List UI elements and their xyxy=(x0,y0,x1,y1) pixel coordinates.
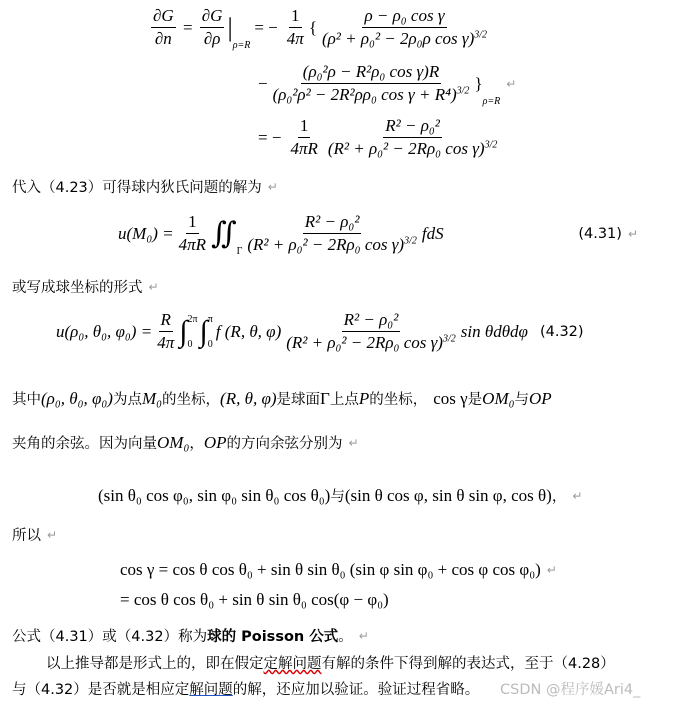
lhs: u(M₀) = xyxy=(118,223,174,243)
paragraph-mark-icon: ↵ xyxy=(348,435,359,450)
text: 夹角的余弦。因为向量 xyxy=(12,436,157,452)
denominator-base: (R² + ρ₀² − 2Rρ₀ cos γ) xyxy=(327,139,485,158)
equation-dG-dn-line3 xyxy=(258,116,502,159)
fraction xyxy=(326,116,500,159)
paragraph-derivation-line1 xyxy=(46,652,615,673)
integral-sign: ∫ xyxy=(179,314,188,348)
text: 的解，还应加以验证。验证过程省略。 xyxy=(232,682,480,698)
equation-number: (4.32) xyxy=(539,323,584,340)
denominator: 4πR xyxy=(290,139,318,158)
numerator: R xyxy=(159,310,173,332)
fraction xyxy=(320,6,489,49)
text: ， xyxy=(189,436,204,452)
numerator: ∂G xyxy=(200,6,225,28)
fraction xyxy=(200,6,225,49)
numerator: R² − ρ₀² xyxy=(342,310,401,332)
equation-4-31 xyxy=(118,212,638,255)
denominator xyxy=(326,138,500,159)
integrand-tail: sin θdθdφ xyxy=(460,321,528,341)
math: M₀ xyxy=(141,388,163,408)
fraction xyxy=(271,62,472,105)
denominator: ∂ρ xyxy=(203,29,221,48)
text: 上点 xyxy=(329,392,359,408)
grammar-underlined-text[interactable]: 解问题 xyxy=(189,682,233,698)
paragraph-spherical xyxy=(12,276,159,297)
exponent: 3/2 xyxy=(456,85,470,97)
math: (sin θ₀ cos φ₀, sin φ₀ sin θ₀ cos θ₀) xyxy=(98,485,331,505)
paragraph-poisson xyxy=(12,625,369,646)
math: cos γ = cos θ cos θ₀ + sin θ sin θ₀ (sin φ sin φ₀ + cos φ cos φ₀) xyxy=(120,560,541,579)
numerator: (ρ₀²ρ − R²ρ₀ cos γ)R xyxy=(301,62,441,84)
numerator: 1 xyxy=(289,6,302,28)
numerator: ρ − ρ₀ cos γ xyxy=(362,6,446,28)
text: 与 xyxy=(330,489,345,505)
paragraph-direction-cosines xyxy=(12,432,359,453)
spellcheck-underlined-text[interactable]: 定解问题 xyxy=(263,656,322,672)
text: 以上推导都是形式上的，即在假定 xyxy=(46,656,264,672)
text: 的坐标， xyxy=(369,392,428,408)
evaluation-subscript: ρ=R xyxy=(232,40,251,51)
math: OM₀ xyxy=(482,388,515,408)
text: 为点 xyxy=(112,392,142,408)
math: OM₀ xyxy=(157,432,190,452)
text: 所以 xyxy=(12,528,41,544)
denominator xyxy=(320,28,489,49)
text: 代入（4.23）可得球内狄氏问题的解为 xyxy=(12,180,262,196)
math: OP xyxy=(203,432,227,452)
text: 公式（4.31）或（4.32）称为 xyxy=(12,629,208,645)
integrand-function: f (R, θ, φ) xyxy=(215,321,282,341)
equation-dG-dn-line1: $\frac{\partial G}{\partial n}$ = $\frac{\partial G}{\partial\rho}$ | ρ=R = − $\frac{1}{4\pi}$ { $\frac{\text{ρ − ρ₀ cos γ}}{(\rho^2 + \rho_0^2 - 2\rho_0\rho \cos \gamma)^{3/2}}$ xyxy=(153,6,488,51)
equals-minus: = − xyxy=(258,127,282,147)
exponent: 3/2 xyxy=(474,29,488,41)
evaluation-subscript: ρ=R xyxy=(482,96,501,107)
math: (sin θ cos φ, sin θ sin φ, cos θ) xyxy=(344,485,552,505)
upper-limit: π xyxy=(207,313,213,325)
fraction xyxy=(177,212,208,255)
math: Γ xyxy=(320,388,330,408)
math: = cos θ cos θ₀ + sin θ sin θ₀ cos(φ − φ₀) xyxy=(120,590,389,609)
math: (R, θ, φ) xyxy=(220,388,277,408)
math: OP xyxy=(529,388,552,408)
text: 的坐标， xyxy=(162,392,221,408)
equals-minus: = − xyxy=(254,17,278,37)
numerator: 1 xyxy=(298,116,311,138)
bold-term: 球的 Poisson 公式 xyxy=(207,629,339,645)
text: 有解的条件下得到解的表达式，至于（4.28） xyxy=(321,656,615,672)
denominator: 4πR xyxy=(178,235,207,254)
text: 其中 xyxy=(12,392,41,408)
equation-cos-gamma-line2 xyxy=(120,590,389,610)
double-integral-sign: ∬ xyxy=(211,217,237,250)
equation-4-32 xyxy=(56,310,584,353)
integral-domain: Γ xyxy=(236,246,243,257)
text: 与 xyxy=(514,392,530,408)
paragraph-mark-icon: ↵ xyxy=(506,76,517,91)
text: 。 xyxy=(338,629,353,645)
paragraph-mark-icon: ↵ xyxy=(267,179,278,194)
integrand-tail: fdS xyxy=(421,223,444,243)
paragraph-derivation-line2 xyxy=(12,678,479,699)
denominator xyxy=(245,234,419,255)
fraction xyxy=(288,116,319,159)
open-brace: { xyxy=(308,17,317,37)
paragraph-coordinates xyxy=(12,388,552,409)
denominator-base: (ρ² + ρ₀² − 2ρ₀ρ cos γ) xyxy=(321,29,475,48)
paragraph-mark-icon: ↵ xyxy=(148,279,159,294)
math: P xyxy=(358,388,370,408)
equation-dG-dn-line2 xyxy=(258,62,516,105)
watermark-text: CSDN @程序媛Ari4_ xyxy=(500,682,641,698)
denominator-base: (R² + ρ₀² − 2Rρ₀ cos γ) xyxy=(286,333,443,352)
denominator xyxy=(284,332,458,353)
denominator-base: (ρ₀²ρ² − 2R²ρρ₀ cos γ + R⁴) xyxy=(272,85,457,104)
numerator: R² − ρ₀² xyxy=(383,116,442,138)
paragraph-mark-icon: ↵ xyxy=(47,527,58,542)
paragraph-mark-icon: ↵ xyxy=(546,563,557,577)
denominator: ∂n xyxy=(154,29,172,48)
equation-number: (4.31) xyxy=(578,225,622,242)
text: 是 xyxy=(467,392,483,408)
watermark xyxy=(500,678,640,699)
text: 是球面 xyxy=(276,392,321,408)
fraction xyxy=(155,310,176,353)
text: ， xyxy=(551,489,567,505)
exponent: 3/2 xyxy=(442,333,456,345)
paragraph-substitute xyxy=(12,176,278,197)
upper-limit: 2π xyxy=(187,313,198,325)
denominator-base: (R² + ρ₀² − 2Rρ₀ cos γ) xyxy=(247,235,405,254)
denominator: 4π xyxy=(286,29,304,48)
paragraph-mark-icon: ↵ xyxy=(572,488,583,503)
equation-cos-gamma-line1 xyxy=(120,560,557,580)
text: 的方向余弦分别为 xyxy=(226,436,343,452)
numerator: R² − ρ₀² xyxy=(303,212,362,234)
paragraph-therefore xyxy=(12,524,57,545)
integral-sign: ∫ xyxy=(199,314,208,348)
lhs: u(ρ₀, θ₀, φ₀) = xyxy=(56,321,153,341)
close-brace: } xyxy=(474,73,483,93)
denominator: 4π xyxy=(157,333,175,352)
paragraph-mark-icon: ↵ xyxy=(627,226,638,241)
fraction xyxy=(284,310,458,353)
minus-sign: − xyxy=(258,73,268,93)
fraction xyxy=(285,6,306,49)
text: 或写成球坐标的形式 xyxy=(12,280,143,296)
fraction xyxy=(151,6,176,49)
fraction xyxy=(245,212,419,255)
numerator: ∂G xyxy=(151,6,176,28)
equation-direction-vectors xyxy=(98,485,582,506)
lower-limit: 0 xyxy=(187,338,193,350)
exponent: 3/2 xyxy=(404,235,417,247)
text: 与（4.32）是否就是相应定 xyxy=(12,682,190,698)
denominator xyxy=(271,84,472,105)
lower-limit: 0 xyxy=(207,338,213,350)
paragraph-mark-icon: ↵ xyxy=(358,628,369,643)
numerator: 1 xyxy=(186,212,199,234)
math: cos γ xyxy=(433,388,468,408)
math: (ρ₀, θ₀, φ₀) xyxy=(41,388,113,408)
exponent: 3/2 xyxy=(484,139,498,151)
